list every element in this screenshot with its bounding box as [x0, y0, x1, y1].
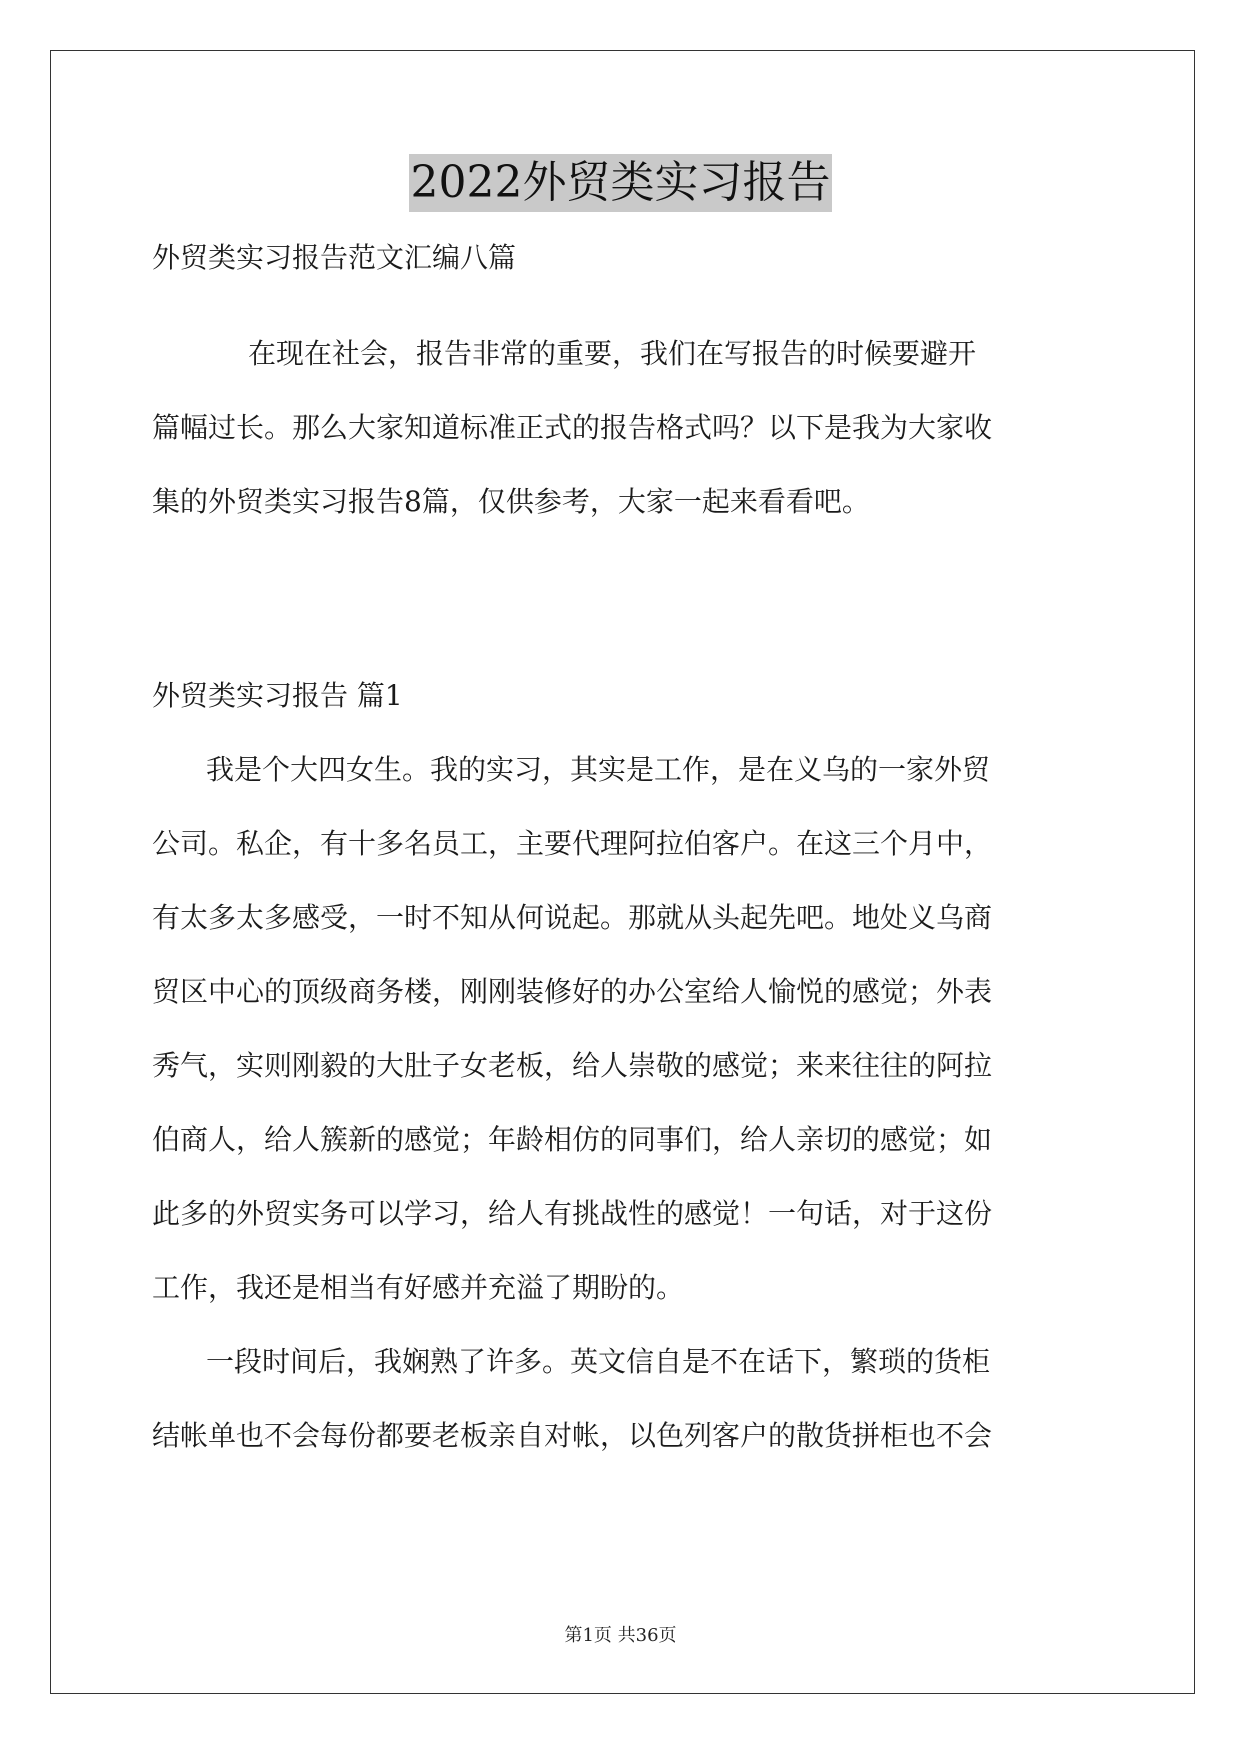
intro-line: 篇幅过长。那么大家知道标准正式的报告格式吗？以下是我为大家收	[152, 411, 993, 444]
document-subtitle: 外贸类实习报告范文汇编八篇	[152, 241, 517, 274]
document-title: 2022外贸类实习报告	[409, 154, 833, 212]
paragraph-line: 此多的外贸实务可以学习，给人有挑战性的感觉！一句话，对于这份	[152, 1197, 993, 1230]
paragraph-line: 工作，我还是相当有好感并充溢了期盼的。	[152, 1271, 685, 1304]
paragraph-line: 结帐单也不会每份都要老板亲自对帐，以色列客户的散货拼柜也不会	[152, 1419, 993, 1452]
paragraph-line: 一段时间后，我娴熟了许多。英文信自是不在话下，繁琐的货柜	[206, 1345, 991, 1378]
section-heading: 外贸类实习报告 篇1	[152, 679, 403, 712]
paragraph-line: 有太多太多感受，一时不知从何说起。那就从头起先吧。地处义乌商	[152, 901, 993, 934]
intro-line: 集的外贸类实习报告8篇，仅供参考，大家一起来看看吧。	[152, 485, 870, 518]
paragraph-line: 公司。私企，有十多名员工，主要代理阿拉伯客户。在这三个月中，	[152, 827, 993, 860]
paragraph-line: 我是个大四女生。我的实习，其实是工作，是在义乌的一家外贸	[206, 753, 991, 786]
page-footer: 第1页 共36页	[564, 1625, 677, 1646]
title-wrapper	[0, 154, 1241, 212]
paragraph-line: 秀气，实则刚毅的大肚子女老板，给人崇敬的感觉；来来往往的阿拉	[152, 1049, 993, 1082]
paragraph-line: 贸区中心的顶级商务楼，刚刚装修好的办公室给人愉悦的感觉；外表	[152, 975, 993, 1008]
paragraph-line: 伯商人，给人簇新的感觉；年龄相仿的同事们，给人亲切的感觉；如	[152, 1123, 993, 1156]
intro-line: 在现在社会，报告非常的重要，我们在写报告的时候要避开	[248, 337, 977, 370]
